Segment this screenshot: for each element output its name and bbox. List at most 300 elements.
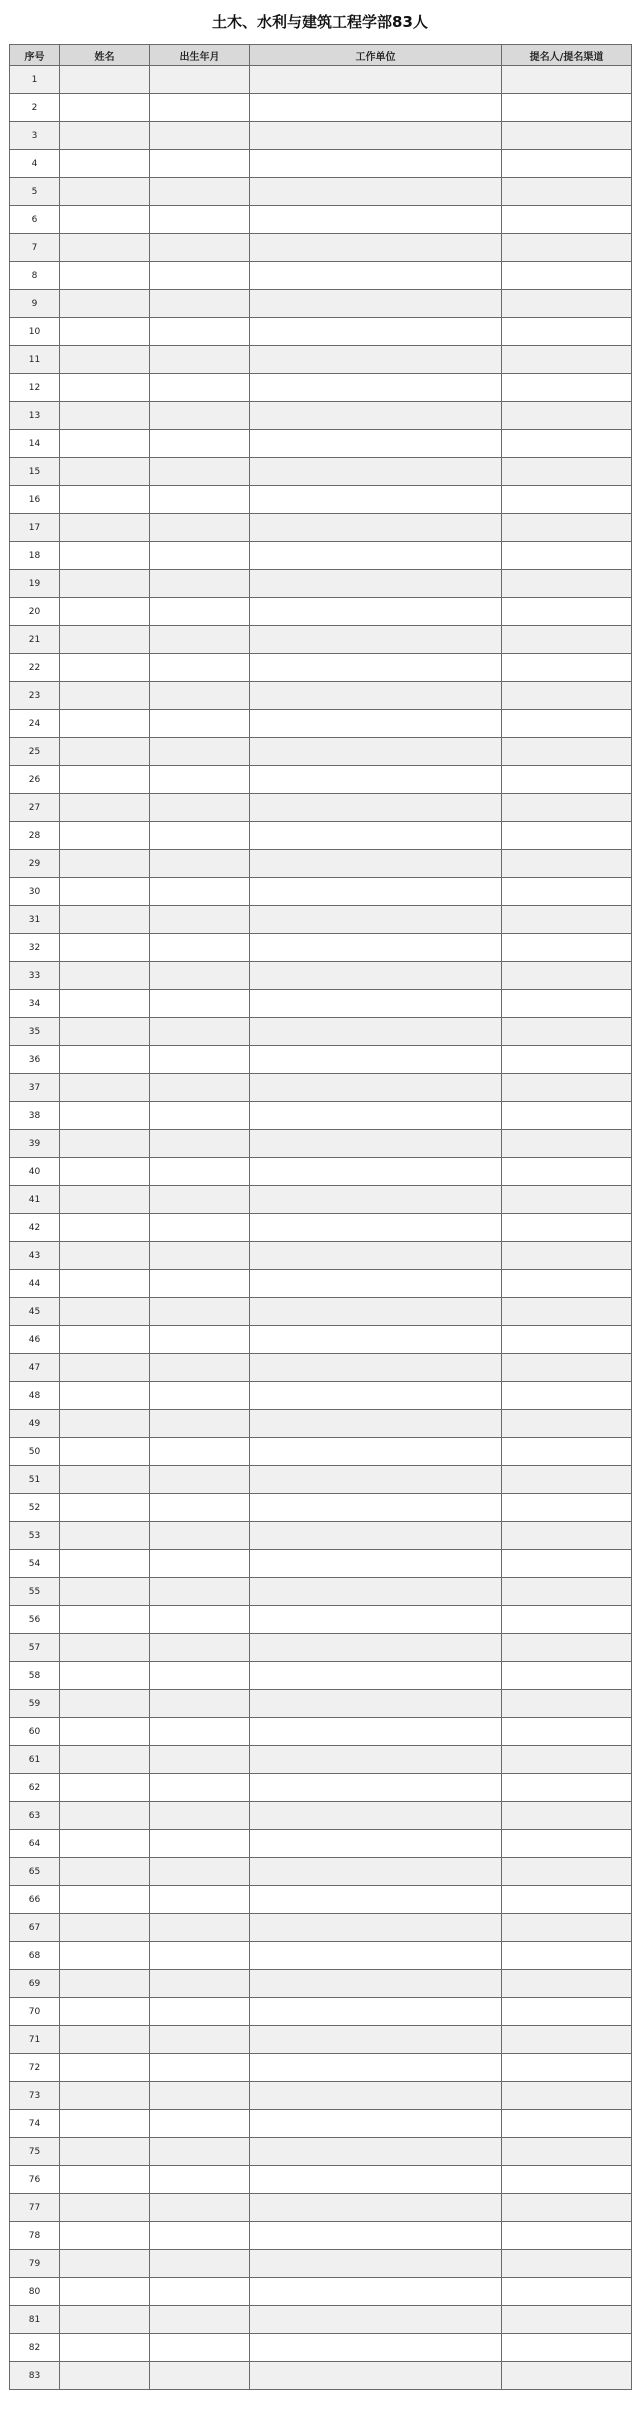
cell-employer	[250, 2110, 502, 2138]
cell-birth	[150, 486, 250, 514]
cell-index: 39	[10, 1130, 60, 1158]
table-row	[10, 598, 632, 626]
cell-name	[60, 710, 150, 738]
cell-name	[60, 906, 150, 934]
cell-index: 1	[10, 66, 60, 94]
cell-nominator	[502, 1886, 632, 1914]
table-row	[10, 738, 632, 766]
cell-nominator	[502, 766, 632, 794]
cell-name	[60, 262, 150, 290]
cell-employer	[250, 2026, 502, 2054]
cell-name	[60, 850, 150, 878]
cell-index: 48	[10, 1382, 60, 1410]
cell-employer	[250, 1830, 502, 1858]
table-row	[10, 906, 632, 934]
cell-index: 50	[10, 1438, 60, 1466]
cell-nominator	[502, 654, 632, 682]
table-row	[10, 2362, 632, 2390]
cell-name	[60, 1214, 150, 1242]
table-row	[10, 1270, 632, 1298]
cell-employer	[250, 234, 502, 262]
cell-employer	[250, 1018, 502, 1046]
cell-name	[60, 1998, 150, 2026]
cell-nominator	[502, 1130, 632, 1158]
cell-birth	[150, 1494, 250, 1522]
cell-employer	[250, 766, 502, 794]
table-row	[10, 1522, 632, 1550]
table-row	[10, 878, 632, 906]
cell-birth	[150, 850, 250, 878]
cell-nominator	[502, 1158, 632, 1186]
cell-birth	[150, 626, 250, 654]
cell-birth	[150, 1214, 250, 1242]
cell-index: 21	[10, 626, 60, 654]
table-row	[10, 1494, 632, 1522]
cell-name	[60, 2278, 150, 2306]
cell-nominator	[502, 850, 632, 878]
cell-name	[60, 822, 150, 850]
cell-nominator	[502, 1522, 632, 1550]
table-row	[10, 1802, 632, 1830]
cell-nominator	[502, 962, 632, 990]
cell-nominator	[502, 2362, 632, 2390]
cell-index: 77	[10, 2194, 60, 2222]
table-row	[10, 654, 632, 682]
cell-nominator	[502, 1970, 632, 1998]
cell-nominator	[502, 1466, 632, 1494]
cell-name	[60, 1942, 150, 1970]
cell-employer	[250, 794, 502, 822]
cell-birth	[150, 178, 250, 206]
cell-name	[60, 1410, 150, 1438]
page-title: 土木、水利与建筑工程学部83人	[212, 13, 428, 31]
table-row	[10, 2166, 632, 2194]
cell-birth	[150, 2138, 250, 2166]
cell-nominator	[502, 2222, 632, 2250]
cell-index: 81	[10, 2306, 60, 2334]
cell-birth	[150, 1718, 250, 1746]
cell-nominator	[502, 1074, 632, 1102]
cell-employer	[250, 374, 502, 402]
cell-birth	[150, 1550, 250, 1578]
cell-employer	[250, 542, 502, 570]
table-row	[10, 1354, 632, 1382]
table-row	[10, 1634, 632, 1662]
cell-nominator	[502, 290, 632, 318]
table-row	[10, 682, 632, 710]
cell-name	[60, 2194, 150, 2222]
cell-employer	[250, 1998, 502, 2026]
cell-employer	[250, 1270, 502, 1298]
cell-name	[60, 94, 150, 122]
cell-name	[60, 122, 150, 150]
cell-name	[60, 1606, 150, 1634]
cell-index: 26	[10, 766, 60, 794]
cell-birth	[150, 766, 250, 794]
cell-index: 6	[10, 206, 60, 234]
table-row	[10, 570, 632, 598]
cell-name	[60, 1326, 150, 1354]
cell-index: 40	[10, 1158, 60, 1186]
cell-nominator	[502, 1270, 632, 1298]
cell-birth	[150, 710, 250, 738]
table-row	[10, 542, 632, 570]
cell-nominator	[502, 542, 632, 570]
cell-employer	[250, 458, 502, 486]
cell-birth	[150, 1354, 250, 1382]
cell-employer	[250, 66, 502, 94]
cell-employer	[250, 1970, 502, 1998]
cell-birth	[150, 794, 250, 822]
cell-index: 7	[10, 234, 60, 262]
cell-index: 5	[10, 178, 60, 206]
cell-name	[60, 402, 150, 430]
table-row	[10, 1158, 632, 1186]
cell-name	[60, 990, 150, 1018]
cell-name	[60, 1102, 150, 1130]
cell-birth	[150, 542, 250, 570]
cell-index: 53	[10, 1522, 60, 1550]
cell-employer	[250, 962, 502, 990]
cell-birth	[150, 430, 250, 458]
table-row	[10, 150, 632, 178]
cell-name	[60, 2138, 150, 2166]
cell-employer	[250, 402, 502, 430]
cell-nominator	[502, 1298, 632, 1326]
cell-birth	[150, 1270, 250, 1298]
cell-employer	[250, 1802, 502, 1830]
cell-birth	[150, 234, 250, 262]
cell-nominator	[502, 458, 632, 486]
cell-index: 82	[10, 2334, 60, 2362]
cell-nominator	[502, 822, 632, 850]
cell-index: 35	[10, 1018, 60, 1046]
cell-birth	[150, 2362, 250, 2390]
cell-birth	[150, 1998, 250, 2026]
cell-employer	[250, 1942, 502, 1970]
cell-nominator	[502, 570, 632, 598]
cell-birth	[150, 1858, 250, 1886]
cell-birth	[150, 514, 250, 542]
cell-employer	[250, 2250, 502, 2278]
cell-birth	[150, 2278, 250, 2306]
cell-index: 46	[10, 1326, 60, 1354]
table-row	[10, 1410, 632, 1438]
cell-employer	[250, 934, 502, 962]
cell-index: 68	[10, 1942, 60, 1970]
cell-name	[60, 1130, 150, 1158]
cell-name	[60, 1494, 150, 1522]
cell-nominator	[502, 206, 632, 234]
cell-birth	[150, 1130, 250, 1158]
cell-name	[60, 654, 150, 682]
table-row	[10, 122, 632, 150]
cell-index: 37	[10, 1074, 60, 1102]
cell-employer	[250, 1130, 502, 1158]
table-row	[10, 766, 632, 794]
cell-index: 45	[10, 1298, 60, 1326]
cell-employer	[250, 2278, 502, 2306]
table-row	[10, 1130, 632, 1158]
cell-index: 10	[10, 318, 60, 346]
cell-birth	[150, 346, 250, 374]
cell-index: 16	[10, 486, 60, 514]
cell-employer	[250, 346, 502, 374]
cell-name	[60, 1830, 150, 1858]
table-row	[10, 1998, 632, 2026]
cell-name	[60, 934, 150, 962]
cell-index: 14	[10, 430, 60, 458]
table-row	[10, 1578, 632, 1606]
cell-nominator	[502, 318, 632, 346]
cell-name	[60, 346, 150, 374]
table-row	[10, 318, 632, 346]
cell-nominator	[502, 2250, 632, 2278]
cell-birth	[150, 2026, 250, 2054]
cell-birth	[150, 66, 250, 94]
cell-nominator	[502, 2138, 632, 2166]
table-row	[10, 1550, 632, 1578]
cell-index: 57	[10, 1634, 60, 1662]
table-row	[10, 1746, 632, 1774]
cell-index: 20	[10, 598, 60, 626]
table-row	[10, 1970, 632, 1998]
cell-birth	[150, 2054, 250, 2082]
cell-name	[60, 234, 150, 262]
cell-employer	[250, 1438, 502, 1466]
cell-nominator	[502, 598, 632, 626]
cell-employer	[250, 1774, 502, 1802]
cell-birth	[150, 1410, 250, 1438]
cell-employer	[250, 570, 502, 598]
cell-birth	[150, 374, 250, 402]
cell-nominator	[502, 2054, 632, 2082]
cell-index: 23	[10, 682, 60, 710]
cell-nominator	[502, 2110, 632, 2138]
cell-index: 63	[10, 1802, 60, 1830]
header-index: 序号	[10, 45, 60, 66]
cell-birth	[150, 1242, 250, 1270]
cell-index: 59	[10, 1690, 60, 1718]
cell-employer	[250, 906, 502, 934]
cell-nominator	[502, 1998, 632, 2026]
cell-index: 30	[10, 878, 60, 906]
cell-index: 19	[10, 570, 60, 598]
table-row	[10, 1914, 632, 1942]
cell-nominator	[502, 66, 632, 94]
cell-name	[60, 1438, 150, 1466]
cell-name	[60, 794, 150, 822]
cell-birth	[150, 1522, 250, 1550]
cell-nominator	[502, 1186, 632, 1214]
cell-birth	[150, 822, 250, 850]
cell-name	[60, 1662, 150, 1690]
header-name: 姓名	[60, 45, 150, 66]
cell-index: 32	[10, 934, 60, 962]
cell-nominator	[502, 1634, 632, 1662]
cell-name	[60, 1774, 150, 1802]
table-row	[10, 346, 632, 374]
cell-birth	[150, 1830, 250, 1858]
table-row	[10, 934, 632, 962]
cell-birth	[150, 2306, 250, 2334]
cell-employer	[250, 738, 502, 766]
cell-nominator	[502, 1662, 632, 1690]
table-row	[10, 2306, 632, 2334]
cell-nominator	[502, 738, 632, 766]
cell-birth	[150, 1662, 250, 1690]
cell-name	[60, 486, 150, 514]
cell-employer	[250, 1354, 502, 1382]
cell-name	[60, 458, 150, 486]
cell-name	[60, 290, 150, 318]
cell-name	[60, 626, 150, 654]
cell-employer	[250, 1858, 502, 1886]
cell-index: 66	[10, 1886, 60, 1914]
cell-birth	[150, 2194, 250, 2222]
table-row	[10, 374, 632, 402]
cell-index: 70	[10, 1998, 60, 2026]
cell-employer	[250, 2138, 502, 2166]
cell-index: 28	[10, 822, 60, 850]
table-row	[10, 1942, 632, 1970]
cell-employer	[250, 150, 502, 178]
cell-birth	[150, 1690, 250, 1718]
table-row	[10, 990, 632, 1018]
cell-name	[60, 570, 150, 598]
cell-employer	[250, 1158, 502, 1186]
cell-birth	[150, 2082, 250, 2110]
table-row	[10, 794, 632, 822]
cell-index: 49	[10, 1410, 60, 1438]
cell-index: 43	[10, 1242, 60, 1270]
table-row	[10, 1326, 632, 1354]
cell-nominator	[502, 150, 632, 178]
cell-nominator	[502, 2334, 632, 2362]
cell-birth	[150, 122, 250, 150]
cell-nominator	[502, 1858, 632, 1886]
header-nominator: 提名人/提名渠道	[502, 45, 632, 66]
table-row	[10, 962, 632, 990]
cell-name	[60, 1382, 150, 1410]
cell-nominator	[502, 2194, 632, 2222]
cell-index: 79	[10, 2250, 60, 2278]
cell-nominator	[502, 2026, 632, 2054]
cell-index: 2	[10, 94, 60, 122]
cell-nominator	[502, 1942, 632, 1970]
cell-employer	[250, 1578, 502, 1606]
cell-index: 34	[10, 990, 60, 1018]
table-row	[10, 1858, 632, 1886]
cell-index: 41	[10, 1186, 60, 1214]
cell-employer	[250, 654, 502, 682]
cell-employer	[250, 990, 502, 1018]
cell-employer	[250, 2194, 502, 2222]
cell-birth	[150, 598, 250, 626]
cell-name	[60, 2110, 150, 2138]
cell-employer	[250, 1886, 502, 1914]
cell-name	[60, 1718, 150, 1746]
cell-birth	[150, 1466, 250, 1494]
cell-name	[60, 2082, 150, 2110]
cell-nominator	[502, 626, 632, 654]
cell-nominator	[502, 1494, 632, 1522]
cell-birth	[150, 262, 250, 290]
cell-nominator	[502, 1326, 632, 1354]
table-row	[10, 1438, 632, 1466]
table-row	[10, 178, 632, 206]
cell-index: 42	[10, 1214, 60, 1242]
cell-name	[60, 2054, 150, 2082]
cell-nominator	[502, 710, 632, 738]
cell-name	[60, 738, 150, 766]
cell-birth	[150, 2110, 250, 2138]
cell-name	[60, 1270, 150, 1298]
table-row	[10, 1214, 632, 1242]
cell-employer	[250, 878, 502, 906]
cell-name	[60, 1466, 150, 1494]
cell-name	[60, 542, 150, 570]
cell-name	[60, 1970, 150, 1998]
table-row	[10, 486, 632, 514]
table-row	[10, 2082, 632, 2110]
cell-employer	[250, 710, 502, 738]
table-row	[10, 2278, 632, 2306]
cell-index: 64	[10, 1830, 60, 1858]
cell-employer	[250, 1046, 502, 1074]
cell-index: 17	[10, 514, 60, 542]
cell-index: 73	[10, 2082, 60, 2110]
cell-nominator	[502, 2278, 632, 2306]
cell-nominator	[502, 1102, 632, 1130]
cell-index: 3	[10, 122, 60, 150]
cell-name	[60, 878, 150, 906]
cell-employer	[250, 2362, 502, 2390]
cell-birth	[150, 1886, 250, 1914]
cell-index: 75	[10, 2138, 60, 2166]
cell-nominator	[502, 234, 632, 262]
cell-name	[60, 1690, 150, 1718]
table-row	[10, 1886, 632, 1914]
table-row	[10, 402, 632, 430]
cell-index: 80	[10, 2278, 60, 2306]
cell-birth	[150, 1382, 250, 1410]
cell-name	[60, 1046, 150, 1074]
table-row	[10, 290, 632, 318]
table-row	[10, 262, 632, 290]
cell-nominator	[502, 2166, 632, 2194]
cell-birth	[150, 2166, 250, 2194]
cell-nominator	[502, 1438, 632, 1466]
table-row	[10, 1830, 632, 1858]
cell-nominator	[502, 430, 632, 458]
cell-birth	[150, 206, 250, 234]
cell-index: 83	[10, 2362, 60, 2390]
table-row	[10, 1242, 632, 1270]
cell-index: 54	[10, 1550, 60, 1578]
table-row	[10, 1074, 632, 1102]
cell-nominator	[502, 1914, 632, 1942]
cell-name	[60, 1522, 150, 1550]
cell-index: 47	[10, 1354, 60, 1382]
cell-employer	[250, 1662, 502, 1690]
cell-employer	[250, 626, 502, 654]
cell-nominator	[502, 262, 632, 290]
table-row	[10, 94, 632, 122]
cell-nominator	[502, 178, 632, 206]
cell-employer	[250, 2054, 502, 2082]
cell-birth	[150, 1634, 250, 1662]
